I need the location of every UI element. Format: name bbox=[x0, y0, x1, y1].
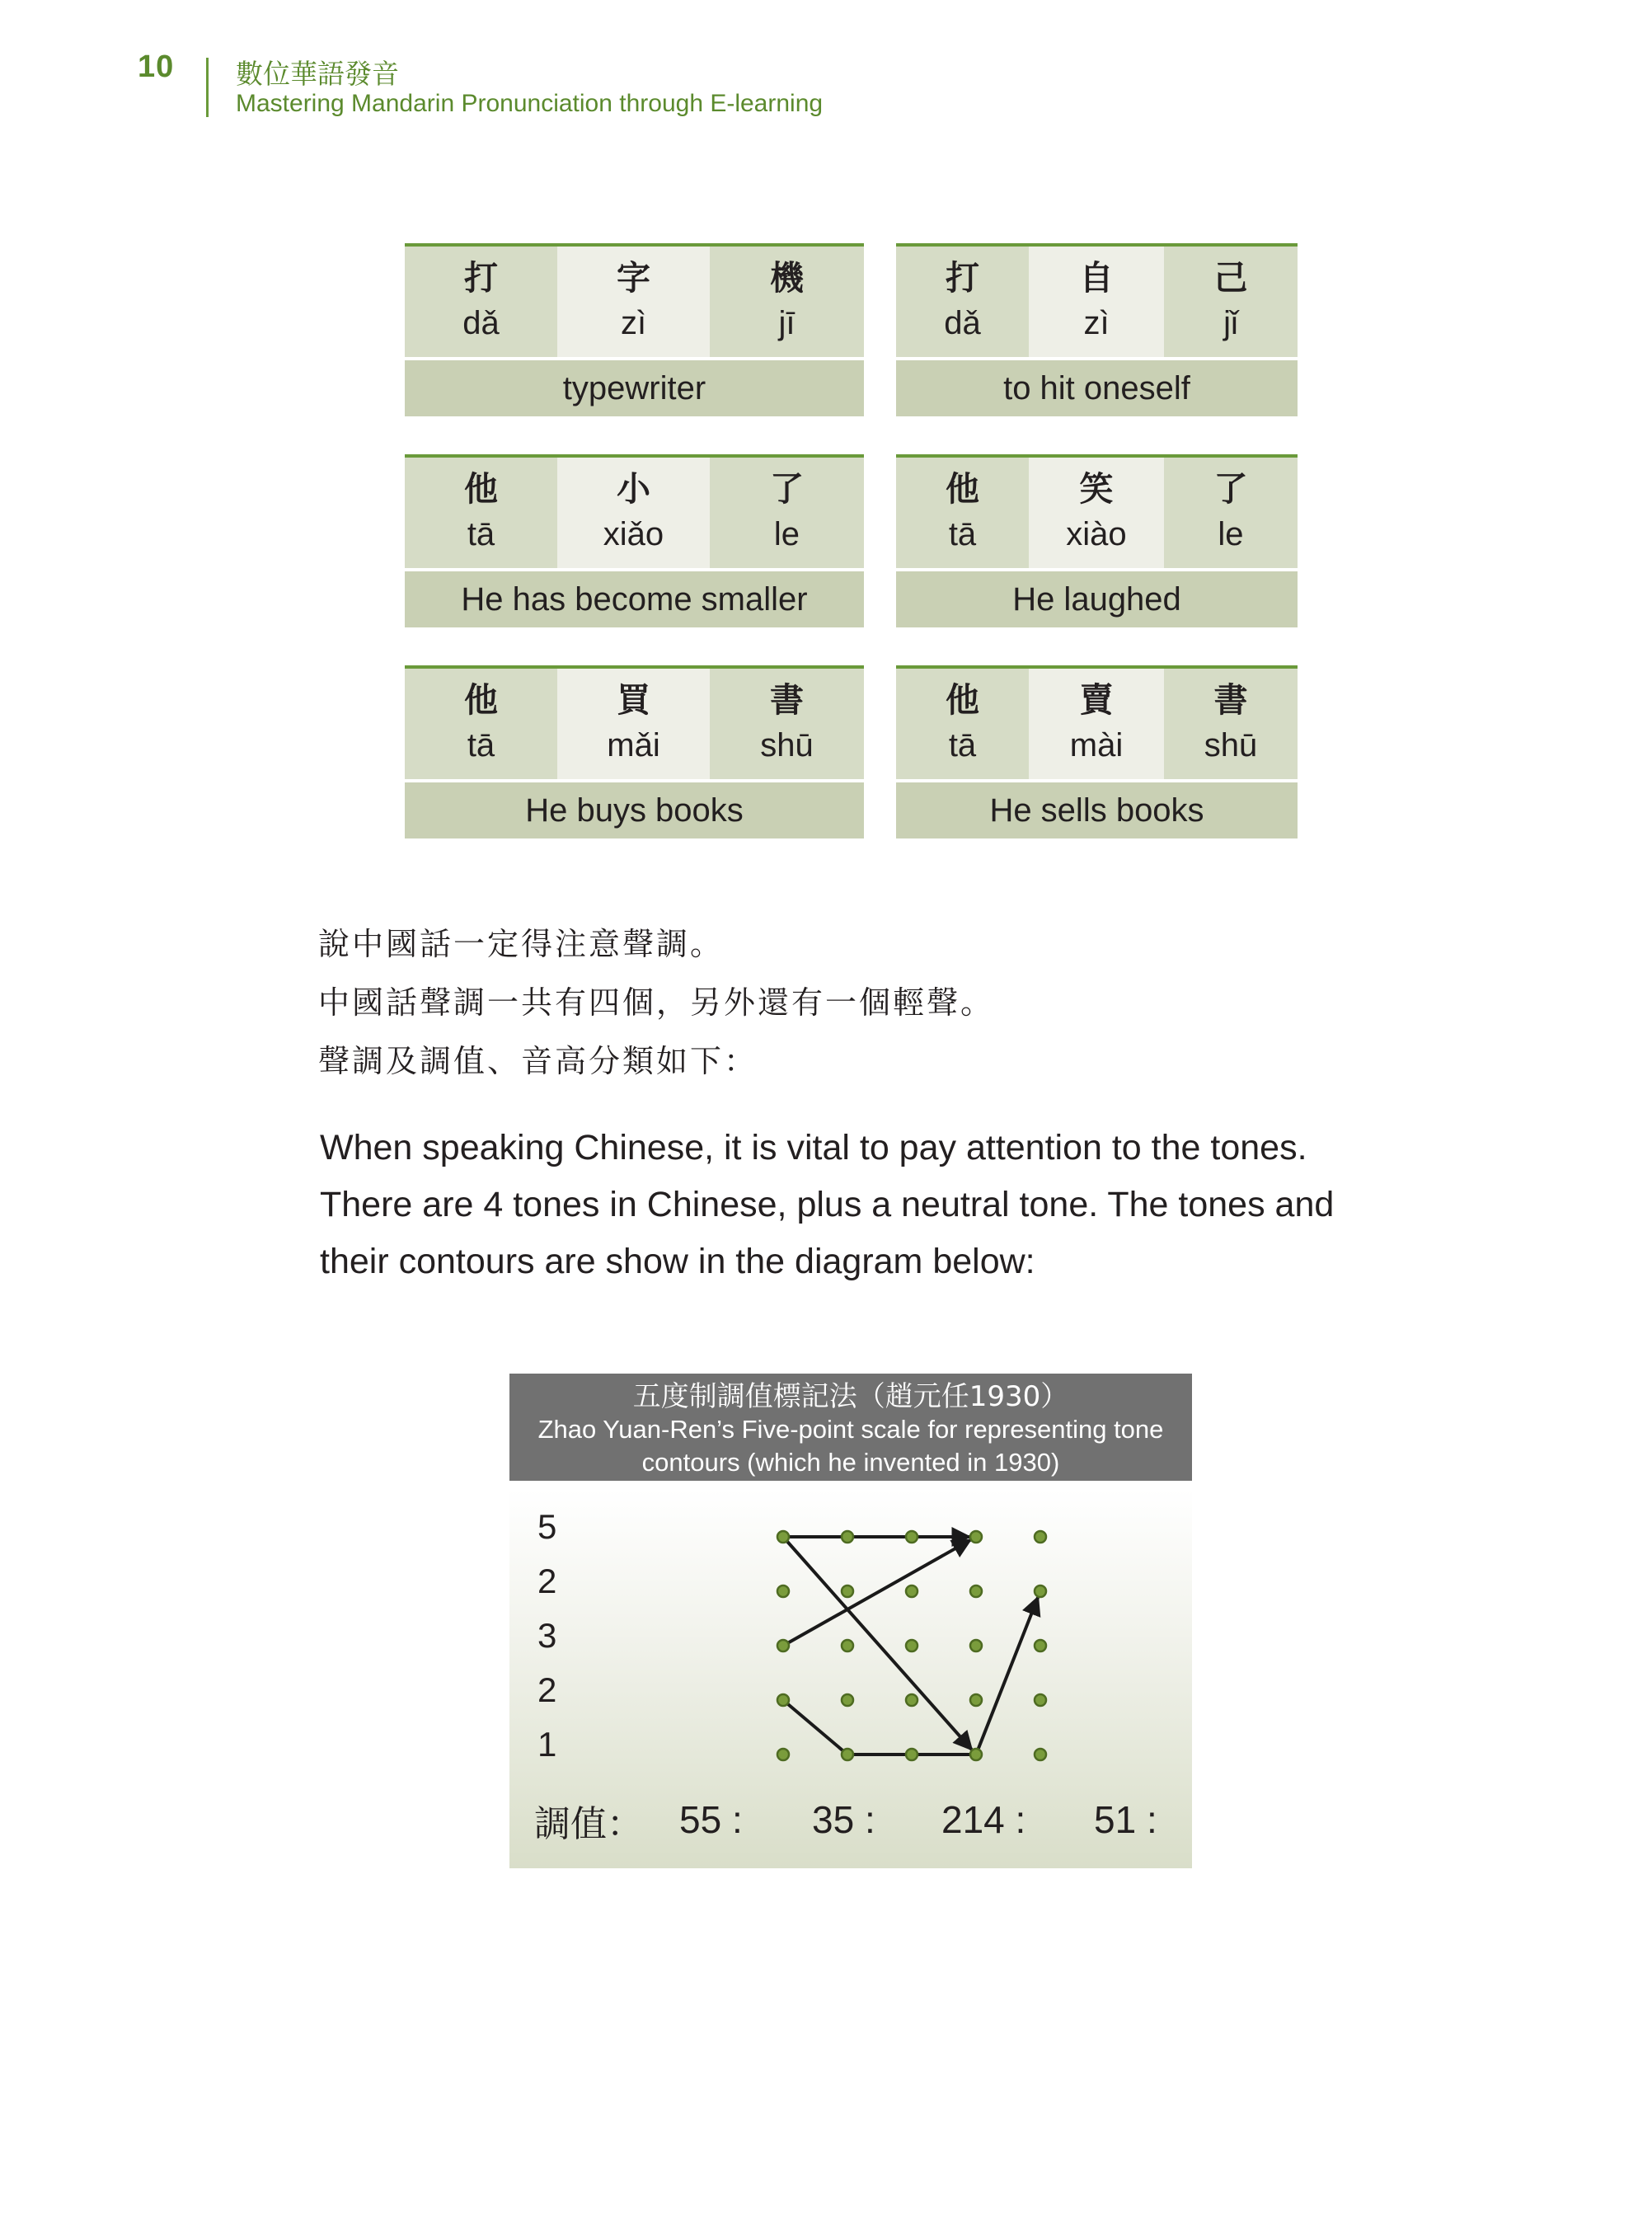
syllable-cell bbox=[405, 247, 557, 357]
header-title-zh: 數位華語發音 bbox=[236, 58, 399, 90]
hanzi: 打 bbox=[464, 258, 498, 298]
example-syllables bbox=[405, 669, 864, 779]
tone-contour-arrow bbox=[783, 1537, 972, 1750]
syllable-cell bbox=[557, 247, 710, 357]
en-line: their contours are show in the diagram below: bbox=[320, 1242, 1035, 1281]
tone-contour-arrow bbox=[783, 1540, 970, 1646]
syllable-cell bbox=[710, 247, 864, 357]
syllable-cell bbox=[896, 669, 1029, 779]
tone-diagram bbox=[509, 1489, 1192, 1868]
header-divider bbox=[206, 58, 209, 117]
example-gloss: He buys books bbox=[405, 782, 864, 838]
hanzi: 書 bbox=[770, 680, 804, 720]
syllable-cell bbox=[1164, 669, 1298, 779]
pinyin: mǎi bbox=[607, 727, 660, 763]
pitch-dot bbox=[906, 1585, 918, 1597]
pinyin: tā bbox=[948, 516, 977, 552]
tone-value-label: 調值： bbox=[534, 1803, 643, 1845]
hanzi: 小 bbox=[617, 469, 650, 509]
pitch-dot bbox=[1035, 1640, 1046, 1651]
hanzi: 了 bbox=[1213, 469, 1248, 509]
pitch-dot bbox=[970, 1585, 982, 1597]
pitch-dot bbox=[906, 1531, 918, 1543]
header-title-en: Mastering Mandarin Pronunciation through E-learning bbox=[236, 90, 824, 117]
pitch-dot bbox=[777, 1749, 789, 1760]
syllable-cell bbox=[557, 669, 710, 779]
diagram-title-en-1: Zhao Yuan-Ren’s Five-point scale for representing tone bbox=[537, 1415, 1164, 1444]
hanzi: 機 bbox=[770, 258, 804, 298]
example-syllables bbox=[405, 458, 864, 568]
syllable-cell bbox=[1164, 458, 1298, 568]
tone-value: 55 : bbox=[679, 1798, 743, 1841]
diagram-header bbox=[509, 1374, 1192, 1481]
pitch-dot bbox=[842, 1694, 853, 1706]
syllable-cell bbox=[896, 458, 1029, 568]
hanzi: 他 bbox=[464, 680, 498, 720]
hanzi: 了 bbox=[770, 469, 804, 509]
pitch-dot bbox=[906, 1749, 918, 1760]
hanzi: 字 bbox=[617, 258, 650, 298]
syllable-cell bbox=[896, 247, 1029, 357]
example-syllables bbox=[896, 669, 1298, 779]
hanzi: 笑 bbox=[1079, 469, 1114, 509]
pinyin: jǐ bbox=[1223, 305, 1238, 341]
pitch-dot bbox=[906, 1640, 918, 1651]
example-gloss: He has become smaller bbox=[405, 571, 864, 627]
example-gloss: typewriter bbox=[405, 360, 864, 416]
pinyin: shū bbox=[760, 727, 814, 763]
pinyin: tā bbox=[467, 727, 495, 763]
example-table bbox=[896, 243, 1298, 416]
syllable-cell bbox=[1029, 247, 1164, 357]
tone-value: 35 : bbox=[812, 1798, 875, 1841]
example-table bbox=[405, 665, 864, 838]
pinyin: mài bbox=[1069, 727, 1124, 763]
syllable-cell bbox=[405, 458, 557, 568]
pitch-dot bbox=[777, 1585, 789, 1597]
pinyin: dǎ bbox=[944, 305, 981, 341]
example-syllables bbox=[405, 247, 864, 357]
syllable-cell bbox=[1029, 458, 1164, 568]
tone-value: 214 : bbox=[941, 1798, 1026, 1841]
syllable-cell bbox=[557, 458, 710, 568]
pinyin: xiào bbox=[1066, 516, 1127, 552]
syllable-cell bbox=[1164, 247, 1298, 357]
pitch-dot bbox=[970, 1694, 982, 1706]
pinyin: xiǎo bbox=[603, 516, 664, 552]
tone-contour-arrow bbox=[783, 1597, 1038, 1755]
example-gloss: He laughed bbox=[896, 571, 1298, 627]
en-line: There are 4 tones in Chinese, plus a neutral tone. The tones and bbox=[320, 1185, 1335, 1224]
body-text-zh bbox=[318, 915, 994, 1091]
example-table bbox=[405, 454, 864, 627]
pitch-dot bbox=[777, 1531, 789, 1543]
pitch-dot bbox=[970, 1749, 982, 1760]
example-syllables bbox=[896, 247, 1298, 357]
diagram-title-zh: 五度制調值標記法（趙元任1930） bbox=[632, 1380, 1069, 1413]
pitch-dot bbox=[970, 1531, 982, 1543]
pitch-level-label: 5 bbox=[537, 1507, 557, 1546]
pinyin: tā bbox=[948, 727, 977, 763]
pinyin: jī bbox=[778, 305, 795, 341]
example-gloss: to hit oneself bbox=[896, 360, 1298, 416]
pitch-dot bbox=[777, 1640, 789, 1651]
hanzi: 他 bbox=[464, 469, 498, 509]
pinyin: tā bbox=[467, 516, 495, 552]
pitch-level-label: 2 bbox=[537, 1562, 557, 1600]
pitch-dot bbox=[1035, 1694, 1046, 1706]
pitch-dot bbox=[906, 1694, 918, 1706]
example-table bbox=[896, 454, 1298, 627]
syllable-cell bbox=[1029, 669, 1164, 779]
pitch-dot bbox=[842, 1640, 853, 1651]
syllable-cell bbox=[405, 669, 557, 779]
pinyin: le bbox=[773, 516, 800, 552]
syllable-cell bbox=[710, 458, 864, 568]
zh-line: 聲調及調值、音高分類如下： bbox=[318, 1043, 758, 1079]
pitch-dot bbox=[1035, 1749, 1046, 1760]
pinyin: dǎ bbox=[462, 305, 500, 341]
hanzi: 己 bbox=[1213, 258, 1248, 298]
hanzi: 他 bbox=[946, 680, 979, 720]
pitch-level-label: 1 bbox=[537, 1725, 557, 1764]
example-gloss: He sells books bbox=[896, 782, 1298, 838]
pitch-level-label: 2 bbox=[537, 1670, 557, 1709]
example-syllables bbox=[896, 458, 1298, 568]
hanzi: 書 bbox=[1213, 680, 1248, 720]
pinyin: shū bbox=[1204, 727, 1258, 763]
pinyin: zì bbox=[620, 305, 647, 341]
hanzi: 打 bbox=[946, 258, 979, 298]
pitch-dot bbox=[1035, 1585, 1046, 1597]
body-text-en bbox=[320, 1120, 1457, 1290]
hanzi: 賣 bbox=[1079, 680, 1114, 720]
pitch-level-label: 3 bbox=[537, 1616, 557, 1655]
pinyin: le bbox=[1218, 516, 1244, 552]
zh-line: 說中國話一定得注意聲調。 bbox=[318, 926, 725, 962]
syllable-cell bbox=[710, 669, 864, 779]
page-number: 10 bbox=[138, 49, 175, 84]
pitch-dot bbox=[842, 1531, 853, 1543]
zh-line: 中國話聲調一共有四個，另外還有一個輕聲。 bbox=[318, 984, 995, 1021]
en-line: When speaking Chinese, it is vital to pay attention to the tones. bbox=[320, 1128, 1307, 1167]
pitch-dot bbox=[1035, 1531, 1046, 1543]
diagram-title-en-2: contours (which he invented in 1930) bbox=[641, 1448, 1060, 1477]
pinyin: zì bbox=[1083, 305, 1110, 341]
example-table bbox=[896, 665, 1298, 838]
example-table bbox=[405, 243, 864, 416]
tone-value: 51 : bbox=[1094, 1798, 1157, 1841]
pitch-dot bbox=[842, 1749, 853, 1760]
pitch-dot bbox=[777, 1694, 789, 1706]
hanzi: 買 bbox=[617, 680, 650, 720]
pitch-dot bbox=[842, 1585, 853, 1597]
pitch-dot bbox=[970, 1640, 982, 1651]
hanzi: 他 bbox=[946, 469, 979, 509]
hanzi: 自 bbox=[1079, 258, 1114, 298]
